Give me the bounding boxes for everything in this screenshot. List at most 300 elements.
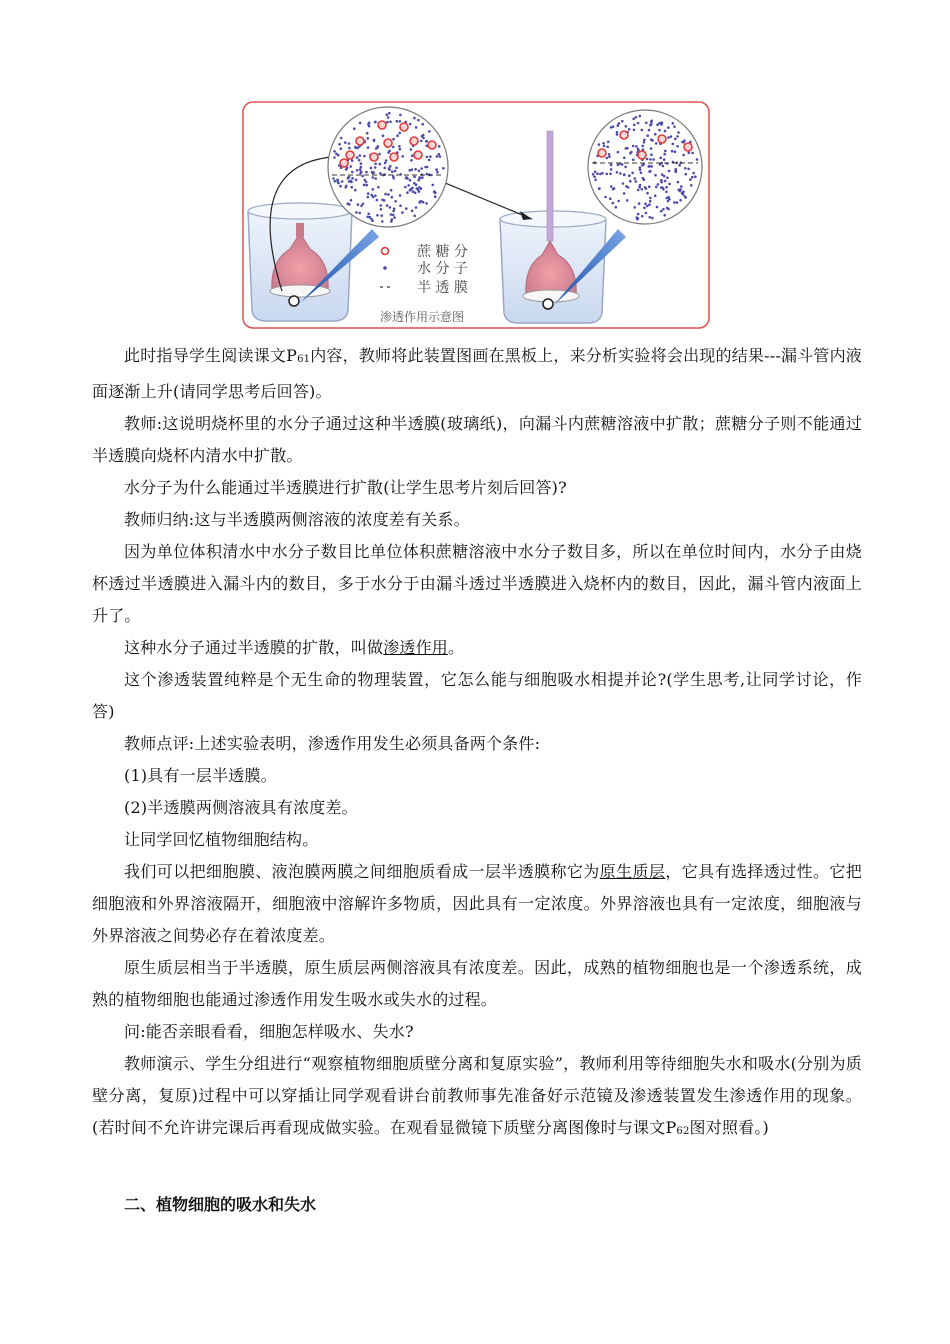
water-molecule (414, 191, 417, 194)
water-molecule (421, 123, 424, 126)
list-item: (2)半透膜两侧溶液具有浓度差。 (124, 798, 358, 817)
water-molecule (626, 199, 629, 202)
water-molecule (641, 129, 644, 132)
water-molecule (684, 167, 687, 170)
water-molecule (418, 170, 421, 173)
water-molecule (684, 173, 687, 176)
water-molecule (635, 180, 638, 183)
sugar-molecule (428, 141, 436, 149)
water-molecule (635, 116, 638, 119)
water-molecule (632, 145, 635, 148)
water-molecule (646, 192, 649, 195)
water-molecule (646, 205, 649, 208)
water-molecule (643, 207, 646, 210)
water-molecule (617, 200, 620, 203)
water-molecule (641, 215, 644, 218)
water-molecule (593, 175, 596, 178)
water-molecule (393, 216, 396, 219)
water-molecule (696, 158, 699, 161)
water-molecule (650, 153, 653, 156)
water-molecule (396, 120, 399, 123)
water-molecule (367, 192, 370, 195)
water-molecule (394, 200, 397, 203)
water-molecule (606, 173, 609, 176)
section-heading: 二、植物细胞的吸水和失水 (124, 1195, 317, 1214)
water-molecule (389, 165, 392, 168)
sugar-molecule (340, 159, 348, 167)
water-molecule (442, 167, 445, 170)
water-molecule (661, 173, 664, 176)
water-molecule (367, 196, 370, 199)
water-molecule (398, 145, 401, 148)
water-molecule (639, 166, 642, 169)
water-molecule (367, 137, 370, 140)
water-molecule (674, 170, 677, 173)
sugar-molecule (658, 135, 666, 143)
water-molecule (691, 176, 694, 179)
water-molecule (435, 168, 438, 171)
water-molecule (688, 152, 691, 155)
water-molecule (419, 200, 422, 203)
water-molecule (380, 204, 383, 207)
water-molecule (339, 185, 342, 188)
water-molecule (676, 145, 679, 148)
water-molecule (626, 147, 629, 150)
water-molecule (623, 157, 626, 160)
water-molecule (385, 159, 388, 162)
water-molecule (358, 212, 361, 215)
water-molecule (651, 217, 654, 220)
water-molecule (415, 206, 418, 209)
paragraph: 教师:这说明烧杯里的水分子通过这种半透膜(玻璃纸)，向漏斗内蔗糖溶液中扩散；蔗糖分子则不能通过半透膜向烧杯内清水中扩散。 (92, 414, 862, 465)
water-molecule (426, 156, 429, 159)
water-molecule (372, 176, 375, 179)
water-molecule (357, 203, 360, 206)
water-molecule (425, 202, 428, 205)
water-molecule (359, 172, 362, 175)
term-protoplast-layer: 原生质层 (599, 862, 666, 881)
water-molecule (664, 150, 667, 153)
water-molecule (625, 185, 628, 188)
legend-sugar: 蔗 糖 分 (417, 244, 468, 260)
water-molecule (662, 208, 665, 211)
water-molecule (341, 180, 344, 183)
water-molecule (436, 155, 439, 158)
water-molecule (662, 165, 665, 168)
water-molecule (350, 181, 353, 184)
water-molecule (426, 173, 429, 176)
water-molecule (603, 145, 606, 148)
water-molecule (665, 191, 668, 194)
water-molecule (677, 131, 680, 134)
water-molecule (598, 188, 601, 191)
water-molecule (390, 213, 393, 216)
water-molecule (651, 139, 654, 142)
sugar-molecule (346, 151, 354, 159)
water-molecule (388, 112, 391, 115)
water-molecule (617, 164, 620, 167)
water-molecule (354, 189, 357, 192)
water-molecule (676, 135, 679, 138)
water-molecule (421, 135, 424, 138)
water-molecule (418, 176, 421, 179)
water-molecule (372, 188, 375, 191)
water-molecule (399, 148, 402, 151)
water-molecule (663, 153, 666, 156)
water-molecule (366, 216, 369, 219)
paragraph: 让同学回忆植物细胞结构。 (124, 830, 319, 849)
water-molecule (652, 158, 655, 161)
water-molecule (367, 146, 370, 149)
water-molecule (617, 124, 620, 127)
sugar-molecule (620, 131, 628, 139)
water-molecule (592, 173, 595, 176)
water-molecule (628, 128, 631, 131)
water-molecule (371, 220, 374, 223)
water-molecule (351, 171, 354, 174)
water-molecule (674, 138, 677, 141)
water-molecule (366, 132, 369, 135)
paragraph: 原生质层相当于半透膜，原生质层两侧溶液具有浓度差。因此，成熟的植物细胞也是一个渗透系统，成熟的植物细胞也能通过渗透作用发生吸水或失水的过程。 (92, 958, 862, 1009)
sugar-molecule (384, 139, 392, 147)
water-molecule (682, 190, 685, 193)
water-molecule (649, 200, 652, 203)
legend-water: 水 分 子 (417, 261, 468, 277)
paragraph: 此时指导学生阅读课文$P_{61}$内容，教师将此装置图画在黑板上，来分析实验将会出现的结果---漏斗管内液面逐渐上升(请同学思考后回答)。 (92, 346, 862, 401)
water-molecule (594, 179, 597, 182)
water-molecule (663, 175, 666, 178)
water-molecule (351, 159, 354, 162)
water-molecule (606, 146, 609, 149)
water-molecule (609, 197, 612, 200)
water-molecule (356, 156, 359, 159)
term-osmosis: 渗透作用 (383, 638, 449, 657)
water-molecule (332, 177, 335, 180)
water-molecule (694, 175, 697, 178)
water-molecule (641, 145, 644, 148)
water-molecule (606, 157, 609, 160)
water-molecule (411, 168, 414, 171)
water-molecule (378, 153, 381, 156)
water-molecule (367, 123, 370, 126)
water-molecule (379, 172, 382, 175)
water-molecule (648, 203, 651, 206)
water-molecule (401, 155, 404, 158)
water-molecule (678, 164, 681, 167)
water-molecule (639, 184, 642, 187)
water-molecule (667, 136, 670, 139)
osmosis-diagram (242, 101, 710, 329)
right-magnified-view (588, 110, 702, 224)
water-molecule (413, 117, 416, 120)
water-molecule (635, 145, 638, 148)
water-molecule (376, 214, 379, 217)
body-text (92, 340, 862, 1148)
water-molecule (376, 199, 379, 202)
water-molecule (356, 169, 359, 172)
water-molecule (374, 121, 377, 124)
water-molecule (405, 207, 408, 210)
water-molecule (621, 120, 624, 123)
water-molecule (395, 167, 398, 170)
water-molecule (679, 199, 682, 202)
water-molecule (364, 179, 367, 182)
water-molecule (660, 210, 663, 213)
water-molecule (667, 200, 670, 203)
water-molecule (370, 167, 373, 170)
water-molecule (640, 172, 643, 175)
water-molecule (409, 179, 412, 182)
sugar-molecule (410, 137, 418, 145)
water-molecule (608, 153, 611, 156)
left-beaker (248, 203, 352, 321)
water-molecule (607, 141, 610, 144)
water-molecule (411, 187, 414, 190)
water-molecule (389, 206, 392, 209)
sugar-molecule (370, 153, 378, 161)
paragraph: 问:能否亲眼看看，细胞怎样吸水、失水? (124, 1022, 414, 1041)
water-molecule (436, 171, 439, 174)
water-molecule (654, 195, 657, 198)
water-molecule (659, 157, 662, 160)
water-molecule (621, 163, 624, 166)
water-molecule (374, 195, 377, 198)
water-molecule (404, 186, 407, 189)
water-molecule (638, 186, 641, 189)
water-molecule (333, 156, 336, 159)
water-molecule (373, 139, 376, 142)
water-molecule (340, 137, 343, 140)
water-molecule (665, 186, 668, 189)
water-molecule (377, 145, 380, 148)
water-molecule (663, 214, 666, 217)
water-molecule (399, 204, 402, 207)
water-molecule (409, 123, 412, 126)
water-molecule (337, 182, 340, 185)
water-molecule (438, 145, 441, 148)
sugar-molecule (638, 151, 646, 159)
water-molecule (672, 122, 675, 125)
water-molecule (624, 166, 627, 169)
water-molecule (392, 210, 395, 213)
water-molecule (354, 146, 357, 149)
water-molecule (387, 116, 390, 119)
water-molecule (610, 168, 613, 171)
water-molecule (399, 194, 402, 197)
water-molecule (433, 190, 436, 193)
water-molecule (676, 201, 679, 204)
water-molecule (355, 179, 358, 182)
water-molecule (664, 180, 667, 183)
water-molecule (643, 139, 646, 142)
water-molecule (636, 218, 639, 221)
sugar-molecule (378, 121, 386, 129)
water-molecule (637, 189, 640, 192)
sugar-molecule (390, 153, 398, 161)
water-molecule (407, 184, 410, 187)
water-molecule (380, 208, 383, 211)
water-molecule (660, 179, 663, 182)
water-molecule (654, 133, 657, 136)
water-molecule (650, 147, 653, 150)
water-molecule (649, 158, 652, 161)
water-molecule (381, 220, 384, 223)
water-molecule (658, 129, 661, 132)
water-molecule (645, 212, 648, 215)
water-molecule (641, 188, 644, 191)
water-molecule (616, 171, 619, 174)
water-molecule (336, 179, 339, 182)
water-molecule (388, 168, 391, 171)
paragraph: 教师演示、学生分组进行“观察植物细胞质壁分离和复原实验”，教师利用等待细胞失水和吸水(分别为质壁分离，复原)过程中可以穿插让同学观看讲台前教师事先准备好示范镜及渗透装置发生渗透作用的现象。(若时间不允许讲完课后再看现成做实验。在观看显微镜下质壁分离图像时与课文$P_{62}$图对照看。) (92, 1054, 862, 1137)
water-molecule (360, 162, 363, 165)
water-molecule (648, 186, 651, 189)
water-molecule (633, 206, 636, 209)
water-molecule (632, 158, 635, 161)
water-molecule (411, 210, 414, 213)
water-molecule (391, 196, 394, 199)
water-molecule (405, 176, 408, 179)
water-molecule (371, 172, 374, 175)
water-molecule (634, 177, 637, 180)
water-molecule (390, 189, 393, 192)
water-molecule (596, 172, 599, 175)
water-molecule (674, 150, 677, 153)
water-molecule (622, 182, 625, 185)
water-molecule (623, 192, 626, 195)
water-molecule (682, 193, 685, 196)
water-molecule (663, 158, 666, 161)
water-molecule (598, 143, 601, 146)
water-molecule (692, 172, 695, 175)
water-molecule (374, 166, 377, 169)
water-molecule (374, 177, 377, 180)
water-molecule (387, 193, 390, 196)
water-molecule (392, 146, 395, 149)
water-molecule (349, 165, 352, 168)
water-molecule (657, 183, 660, 186)
water-molecule (677, 181, 680, 184)
water-molecule (348, 142, 351, 145)
water-molecule (377, 186, 380, 189)
paragraph: 这个渗透装置纯粹是个无生命的物理装置，它怎么能与细胞吸水相提并论?(学生思考,让同学讨论，作答) (92, 670, 862, 721)
water-molecule (350, 186, 353, 189)
water-molecule (399, 114, 402, 117)
water-molecule (667, 208, 670, 211)
water-molecule (434, 195, 437, 198)
water-molecule (399, 120, 402, 123)
water-molecule (439, 155, 442, 158)
water-molecule (363, 184, 366, 187)
water-molecule (633, 124, 636, 127)
water-molecule (374, 163, 377, 166)
water-molecule (609, 173, 612, 176)
water-molecule (619, 172, 622, 175)
water-molecule (628, 174, 631, 177)
water-molecule (388, 150, 391, 153)
water-molecule (415, 183, 418, 186)
water-molecule (610, 185, 613, 188)
left-magnified-view (328, 107, 448, 227)
water-molecule (393, 207, 396, 210)
water-molecule (608, 156, 611, 159)
water-molecule (391, 170, 394, 173)
water-molecule (358, 159, 361, 162)
sugar-molecule (414, 151, 422, 159)
water-molecule (355, 211, 358, 214)
water-molecule (612, 125, 615, 128)
water-molecule (641, 164, 644, 167)
water-molecule (384, 193, 387, 196)
water-molecule (389, 121, 392, 124)
water-molecule (348, 203, 351, 206)
water-molecule (660, 186, 663, 189)
water-molecule (673, 125, 676, 128)
water-molecule (348, 176, 351, 179)
water-molecule (601, 172, 604, 175)
water-molecule (413, 215, 416, 218)
water-molecule (616, 131, 619, 134)
water-molecule (643, 141, 646, 144)
water-molecule (679, 188, 682, 191)
water-molecule (671, 150, 674, 153)
water-molecule (438, 153, 441, 156)
sugar-molecule (356, 137, 364, 145)
water-molecule (415, 126, 418, 129)
water-molecule (625, 125, 628, 128)
water-molecule (414, 168, 417, 171)
water-molecule (340, 147, 343, 150)
water-molecule (673, 201, 676, 204)
water-molecule (394, 170, 397, 173)
water-molecule (379, 163, 382, 166)
sugar-molecule (400, 123, 408, 131)
legend-membrane: 半 透 膜 (417, 280, 468, 296)
paragraph: 这种水分子通过半透膜的扩散，叫做渗透作用。 (124, 638, 465, 657)
water-molecule (632, 118, 635, 121)
water-molecule (654, 174, 657, 177)
water-molecule (656, 206, 659, 209)
sugar-molecule (598, 149, 606, 157)
water-molecule (432, 184, 435, 187)
water-molecule (424, 166, 427, 169)
water-molecule (668, 170, 671, 173)
water-molecule (429, 155, 432, 158)
water-molecule (365, 171, 368, 174)
water-molecule (666, 177, 669, 180)
water-molecule (375, 147, 378, 150)
water-molecule (646, 134, 649, 137)
water-molecule (646, 158, 649, 161)
water-molecule (684, 196, 687, 199)
water-molecule (629, 180, 632, 183)
water-molecule (672, 143, 675, 146)
water-molecule (639, 115, 642, 118)
water-molecule (644, 203, 647, 206)
water-molecule (383, 167, 386, 170)
water-molecule (633, 129, 636, 132)
water-molecule (417, 119, 420, 122)
water-molecule (420, 187, 423, 190)
water-molecule (359, 168, 362, 171)
water-molecule (348, 180, 351, 183)
water-molecule (360, 166, 363, 169)
water-molecule (631, 172, 634, 175)
water-molecule (365, 184, 368, 187)
water-molecule (602, 142, 605, 145)
paragraph: 水分子为什么能通过半透膜进行扩散(让学生思考片刻后回答)? (124, 478, 567, 497)
water-molecule (650, 165, 653, 168)
